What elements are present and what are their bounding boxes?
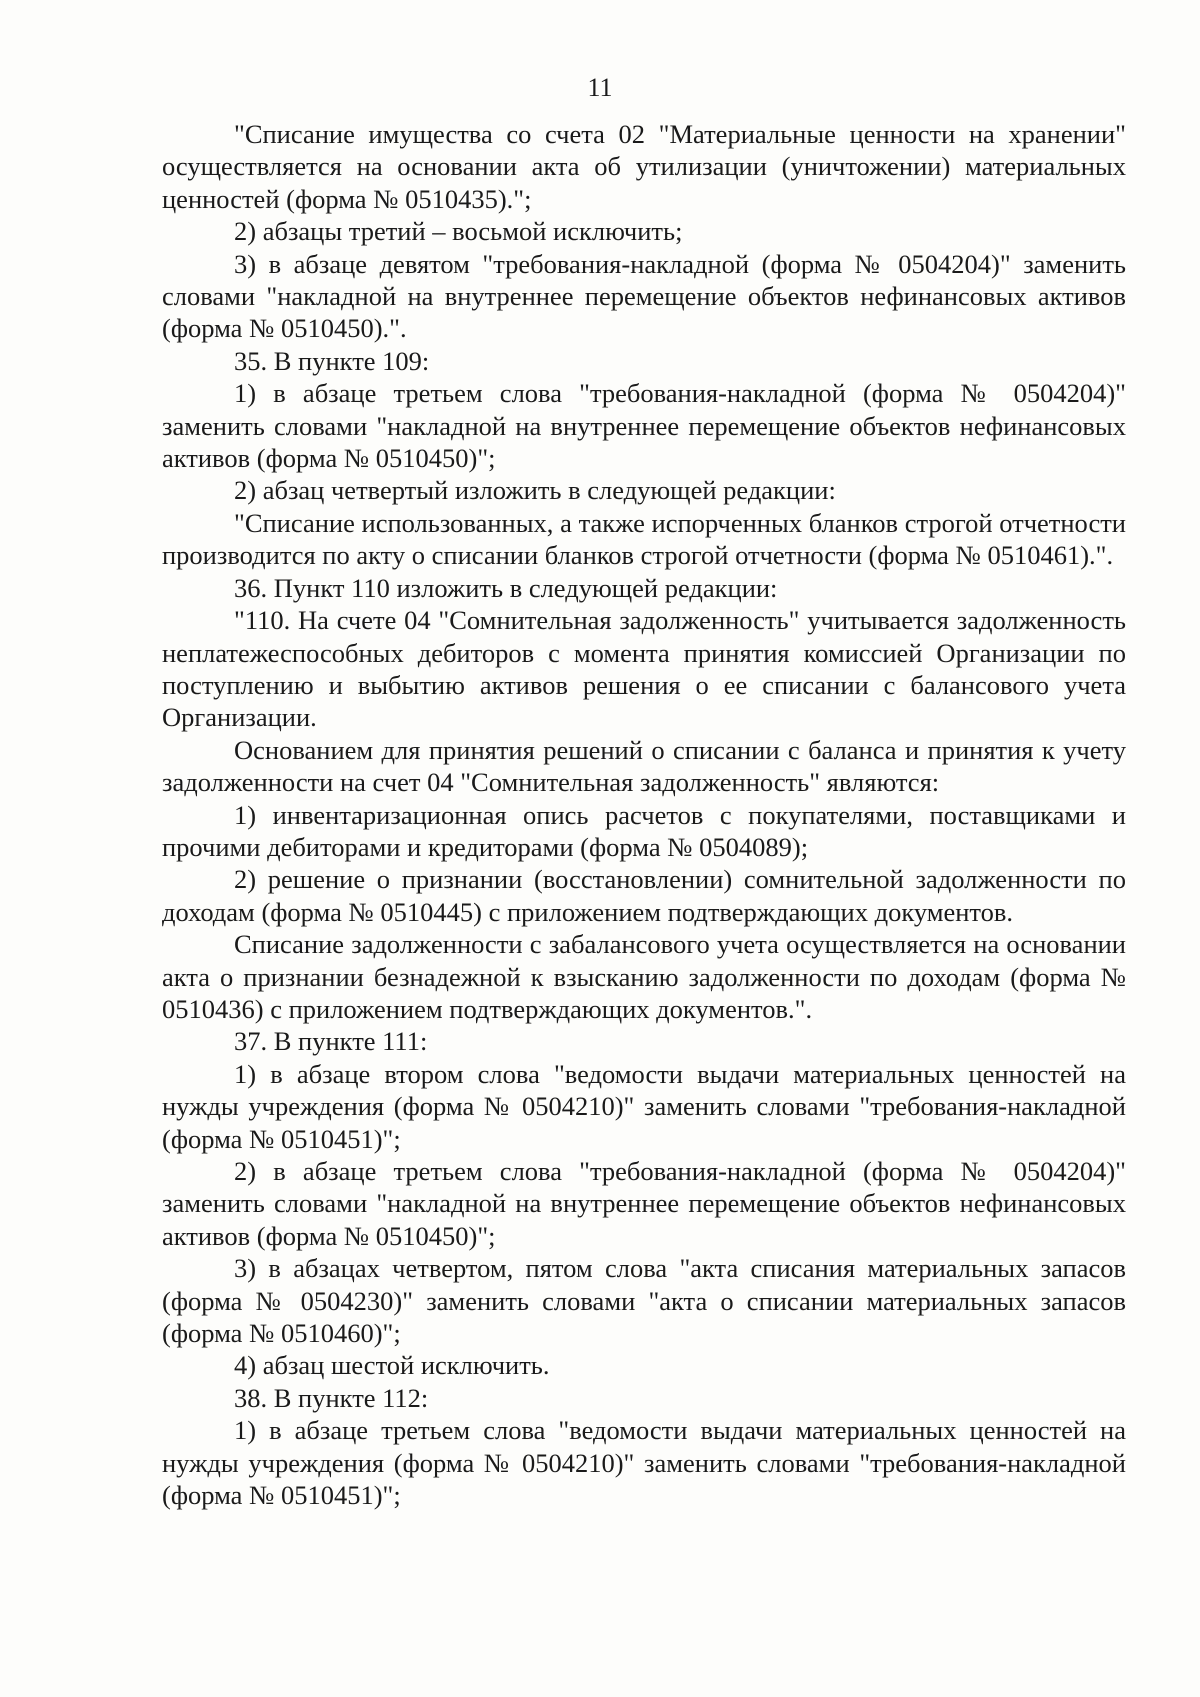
- paragraph: "Списание имущества со счета 02 "Материальные ценности на хранении" осуществляется на основании акта об утилизации (уничтожении) материальных ценностей (форма № 0510435).";: [162, 119, 1126, 214]
- paragraph: Основанием для принятия решений о списании с баланса и принятия к учету задолженности на счет 04 "Сомнительная задолженность" являются:: [162, 734, 1126, 798]
- paragraph: 2) абзацы третий – восьмой исключить;: [234, 216, 683, 247]
- paragraph: 4) абзац шестой исключить.: [234, 1350, 550, 1381]
- paragraph: 1) в абзаце втором слова "ведомости выдачи материальных ценностей на нужды учреждения (форма № 0504210)" заменить словами "требования-накладной (форма № 0510451)";: [162, 1058, 1126, 1154]
- paragraph: 2) решение о признании (восстановлении) сомнительной задолженности по доходам (форма № 0510445) с приложением подтверждающих документов.: [162, 864, 1126, 927]
- paragraph: 2) в абзаце третьем слова "требования-накладной (форма № 0504204)" заменить словами "накладной на внутреннее перемещение объектов нефинансовых активов (форма № 0510450)";: [162, 1156, 1126, 1251]
- paragraph: 3) в абзаце девятом "требования-накладной (форма № 0504204)" заменить словами "накладной на внутреннее перемещение объектов нефинансовых активов (форма № 0510450).".: [162, 248, 1126, 344]
- page-number: 11: [587, 73, 613, 102]
- paragraph: 3) в абзацах четвертом, пятом слова "акта списания материальных запасов (форма № 0504230)" заменить словами "акта о списании материальных запасов (форма № 0510460)";: [162, 1253, 1126, 1349]
- document-body: [162, 118, 1126, 1511]
- paragraph: 1) инвентаризационная опись расчетов с покупателями, поставщиками и прочими дебиторами и кредиторами (форма № 0504089);: [162, 799, 1126, 862]
- paragraph: 35. В пункте 109:: [234, 345, 430, 376]
- paragraph: Списание задолженности с забалансового учета осуществляется на основании акта о признании безнадежной к взысканию задолженности по доходам (форма № 0510436) с приложением подтверждающих документов.".: [162, 929, 1126, 1024]
- paragraph: 1) в абзаце третьем слова "требования-накладной (форма № 0504204)" заменить словами "накладной на внутреннее перемещение объектов нефинансовых активов (форма № 0510450)";: [162, 378, 1126, 474]
- paragraph: 2) абзац четвертый изложить в следующей редакции:: [234, 475, 836, 506]
- paragraph: 1) в абзаце третьем слова "ведомости выдачи материальных ценностей на нужды учреждения (форма № 0504210)" заменить словами "требования-накладной (форма № 0510451)";: [162, 1415, 1126, 1511]
- paragraph: 36. Пункт 110 изложить в следующей редакции:: [234, 572, 778, 603]
- paragraph: "110. На счете 04 "Сомнительная задолженность" учитывается задолженность неплатежеспособных дебиторов с момента принятия комиссией Организации по поступлению и выбытию активов решения о ее списании с балансового учета Организации.: [162, 605, 1126, 733]
- paragraph: "Списание использованных, а также испорченных бланков строгой отчетности производится по акту о списании бланков строгой отчетности (форма № 0510461).".: [162, 507, 1126, 571]
- paragraph: 38. В пункте 112:: [234, 1382, 429, 1413]
- paragraph: 37. В пункте 111:: [234, 1026, 428, 1057]
